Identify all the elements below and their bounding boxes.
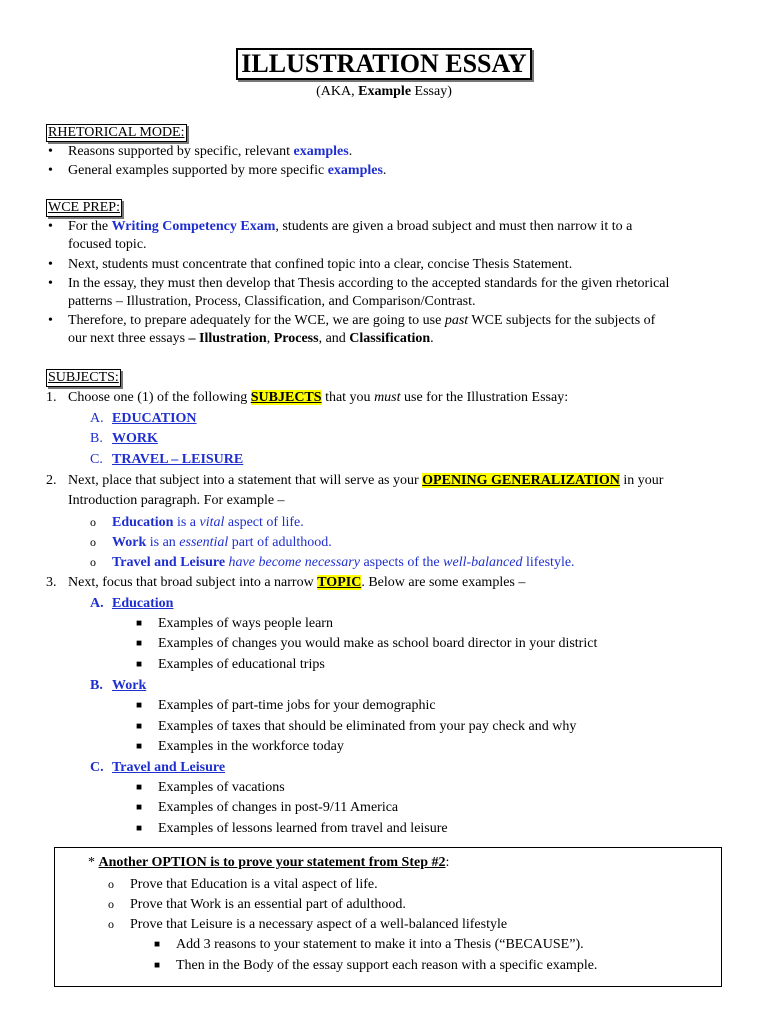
wce-item-continued: focused topic. <box>68 237 147 252</box>
topic-example: ■ Examples of changes you would make as school board director in your district <box>136 636 598 651</box>
wce-item-continued: our next three essays – Illustration, Process, and Classification. <box>68 331 434 346</box>
step-1: 1. Choose one (1) of the following SUBJECTS that you must use for the Illustration Essay: <box>46 390 569 405</box>
topic-heading-travel-leisure[interactable]: C. Travel and Leisure <box>90 760 226 775</box>
step-2: 2. Next, place that subject into a statement that will serve as your OPENING GENERALIZATION in your <box>46 473 664 488</box>
topic-example: ■ Examples of part-time jobs for your demographic <box>136 698 436 713</box>
topic-example: ■ Examples of lessons learned from travel and leisure <box>136 821 448 836</box>
wce-item: • In the essay, they must then develop that Thesis according to the accepted standards for the given rhetorical <box>48 276 670 291</box>
wce-item: • For the Writing Competency Exam, students are given a broad subject and must then narrow it to a <box>48 219 633 234</box>
topic-example: ■ Examples of taxes that should be eliminated from your pay check and why <box>136 719 577 734</box>
topic-example: ■ Examples of ways people learn <box>136 616 333 631</box>
topic-example: ■ Examples in the workforce today <box>136 739 344 754</box>
rhetorical-item: • General examples supported by more specific examples. <box>48 163 387 178</box>
examples-link[interactable]: examples <box>293 144 349 159</box>
option-item: o Prove that Education is a vital aspect of life. <box>108 877 378 892</box>
page-title-wrap <box>0 48 768 83</box>
page-title: ILLUSTRATION ESSAY <box>236 48 531 80</box>
topic-heading-work[interactable]: B. Work <box>90 678 147 693</box>
subject-option[interactable]: A. EDUCATION <box>90 411 197 426</box>
option-subitem: ■ Add 3 reasons to your statement to make it into a Thesis (“BECAUSE”). <box>154 937 584 952</box>
wce-item: • Next, students must concentrate that confined topic into a clear, concise Thesis Statement. <box>48 257 573 272</box>
subject-option[interactable]: C. TRAVEL – LEISURE <box>90 452 244 467</box>
subtitle: (AKA, Example Essay) <box>316 84 452 99</box>
generalization-example: o Work is an essential part of adulthood. <box>90 535 332 550</box>
generalization-example: o Education is a vital aspect of life. <box>90 515 304 530</box>
examples-link[interactable]: examples <box>327 163 383 178</box>
subjects-heading: SUBJECTS: <box>48 370 119 385</box>
subject-option[interactable]: B. WORK <box>90 431 158 446</box>
topic-example: ■ Examples of educational trips <box>136 657 325 672</box>
topic-heading-education[interactable]: A. Education <box>90 596 174 611</box>
generalization-example: o Travel and Leisure have become necessary aspects of the well-balanced lifestyle. <box>90 555 575 570</box>
writing-competency-exam-link[interactable]: Writing Competency Exam <box>111 219 276 234</box>
step-2-continued: Introduction paragraph. For example – <box>68 493 285 508</box>
topic-example: ■ Examples of vacations <box>136 780 285 795</box>
rhetorical-heading: RHETORICAL MODE: <box>48 125 185 140</box>
topic-example: ■ Examples of changes in post-9/11 America <box>136 800 399 815</box>
wce-heading: WCE PREP: <box>48 200 120 215</box>
option-item: o Prove that Leisure is a necessary aspect of a well-balanced lifestyle <box>108 917 508 932</box>
step-3: 3. Next, focus that broad subject into a narrow TOPIC. Below are some examples – <box>46 575 526 590</box>
option-item: o Prove that Work is an essential part of adulthood. <box>108 897 406 912</box>
option-box-heading: * Another OPTION is to prove your statement from Step #2: <box>88 855 450 870</box>
option-subitem: ■ Then in the Body of the essay support each reason with a specific example. <box>154 958 598 973</box>
rhetorical-item: • Reasons supported by specific, relevant examples. <box>48 144 353 159</box>
wce-item-continued: patterns – Illustration, Process, Classification, and Comparison/Contrast. <box>68 294 476 309</box>
wce-item: • Therefore, to prepare adequately for the WCE, we are going to use past WCE subjects for the subjects of <box>48 313 656 328</box>
